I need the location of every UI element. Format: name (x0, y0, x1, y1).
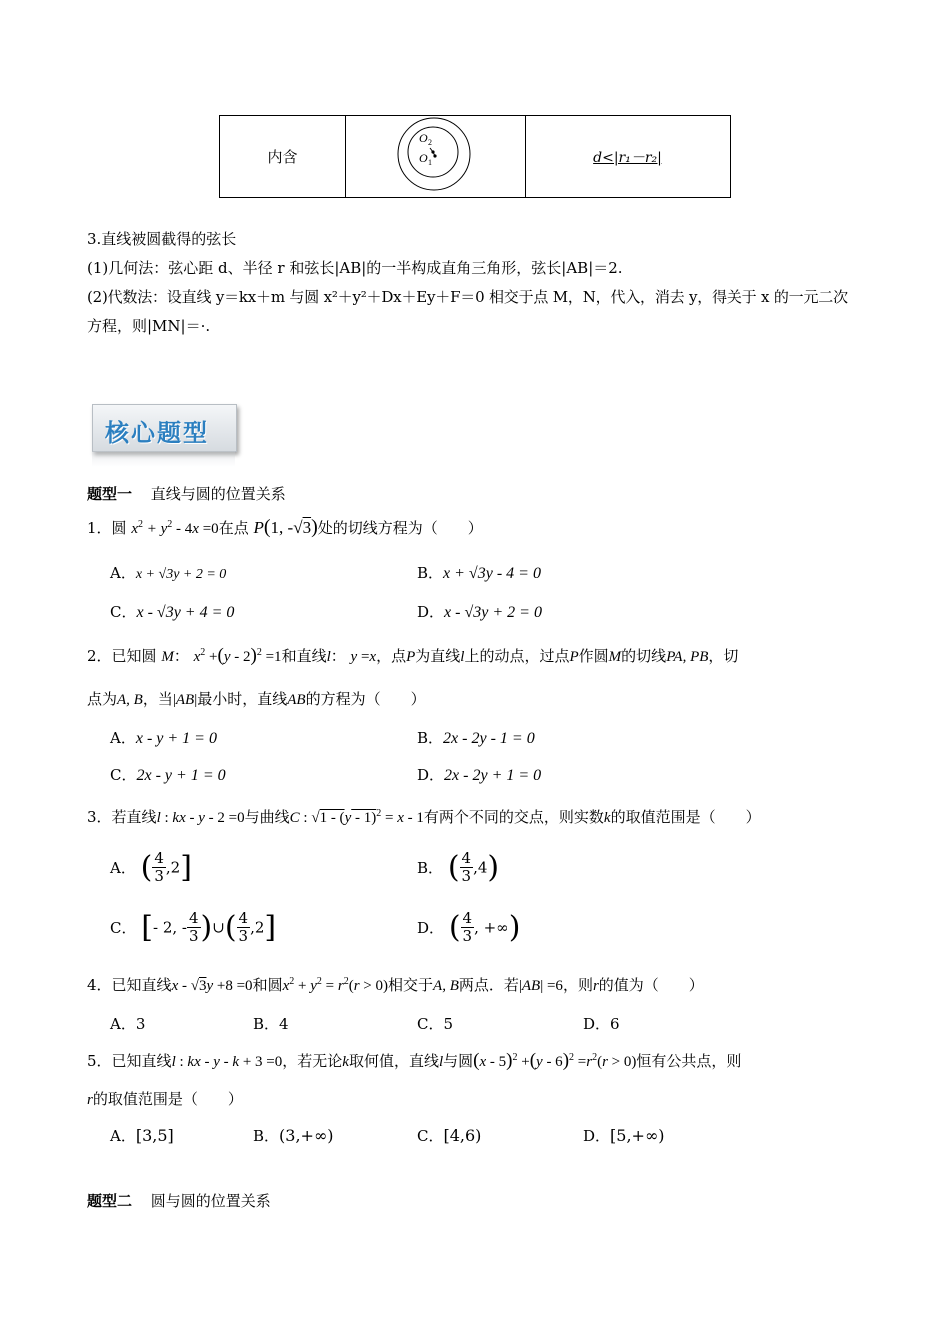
q5-d-text: [5,+∞) (610, 1126, 665, 1145)
q4-option-c[interactable]: C．5 (417, 1015, 454, 1033)
q3-number: 3． (87, 808, 112, 826)
q2-papb: PA, PB (666, 649, 709, 665)
q5-a-text: [3,5] (135, 1126, 174, 1145)
q5-k: k (342, 1054, 349, 1070)
q1-option-a[interactable] (110, 562, 226, 583)
q5-stem (87, 1050, 741, 1072)
q3-text-c: 有两个不同的交点，则实数 (423, 808, 604, 826)
q1-option-c[interactable] (110, 601, 234, 622)
o2-sub: 2 (428, 138, 432, 147)
section1-title: 直线与圆的位置关系 (150, 485, 286, 503)
section2-label: 题型二 (87, 1192, 133, 1210)
banner-reflection (92, 451, 235, 467)
q2-text-h: ，切 (708, 647, 739, 665)
q2-ab2: AB (287, 692, 306, 708)
concentric-circles-figure (345, 116, 525, 199)
q4-text-e: ，则 (562, 976, 593, 994)
q5-option-a[interactable] (110, 1125, 174, 1146)
q2-text-e: 上的动点，过点 (464, 647, 570, 665)
section1-label: 题型一 (87, 485, 133, 503)
q4-ab: A, B (433, 978, 459, 994)
q4-text-d: 两点．若 (458, 976, 519, 994)
q5-line-eq: l : kx - y - k + 3 =0 (171, 1054, 283, 1070)
q2-abs-ab: |AB| (172, 692, 198, 708)
q4-text-f: 的值为（ ） (598, 976, 704, 994)
q3-text-a: 若直线 (111, 808, 157, 826)
q5-number: 5． (87, 1052, 112, 1070)
q1-d-text: x - √3y + 2 = 0 (444, 604, 542, 621)
q3-a-label: A． (110, 859, 136, 877)
q1-a-text: x + √3y + 2 = 0 (135, 567, 227, 582)
q4-text-c: 相交于 (388, 976, 434, 994)
q5-text-f: 的取值范围是（ ） (92, 1090, 243, 1108)
q2-line1: 2．已知圆 M： $x^2 +(y - 2)^2 =1$和直线l： y =x，点P为直线l上的动点，过点P作圆M的切线PA, PB，切 (87, 645, 739, 666)
q2-b-label: B． (417, 729, 444, 747)
q1-c-label: C． (110, 603, 137, 621)
q4-abs: |AB| =6 (518, 978, 563, 994)
q4-number: 4． (87, 976, 112, 994)
q4-text-b: 和圆 (252, 976, 283, 994)
q2-number: 2． (87, 647, 112, 665)
q2-c-label: C． (110, 766, 137, 784)
section2-heading (87, 1190, 271, 1211)
q5-text-d: 与圆 (443, 1052, 474, 1070)
table-row-label: 内含 (220, 116, 346, 197)
chord-title: 3.直线被圆截得的弦长 (87, 230, 237, 248)
condition-text: d<|r₁－r₂| (593, 149, 662, 166)
q5-text-c: 取何值，直线 (348, 1052, 439, 1070)
q1-stem-a: 圆 (111, 519, 127, 537)
q2-text-g: 的切线 (621, 647, 667, 665)
q3-k: k (603, 810, 611, 826)
q5-circle-eq: $(x - 5)^2 +(y - 6)^2 =r^2(r > 0)$ (473, 1050, 637, 1071)
q2-a-label: A． (110, 729, 136, 747)
q1-b-text: x + √3y - 4 = 0 (443, 565, 541, 582)
q3-option-a[interactable]: A． ( $\frac{4}{3}$ ,2] (110, 849, 192, 885)
q3-stem (87, 806, 761, 827)
q2-text-b: 和直线 (281, 647, 327, 665)
o2-label: O (419, 131, 428, 145)
q2-d-label: D． (417, 766, 445, 784)
q2-line-eq: y =x (350, 649, 377, 665)
q4-r: r (592, 978, 599, 994)
position-table (219, 115, 731, 198)
q4-circle-eq: $x^2 + y^2 = r^2(r > 0)$ (282, 976, 389, 994)
q1-stem-b: 在点 (218, 519, 249, 537)
q5-c-text: [4,6) (443, 1126, 482, 1145)
q2-l2: l (460, 649, 465, 665)
q5-option-b[interactable] (253, 1125, 334, 1146)
q5-l: l (438, 1054, 444, 1070)
q2-text-a: 已知圆 (111, 647, 157, 665)
q2-option-d[interactable] (417, 764, 541, 785)
q2-text-i: 点为 (87, 690, 118, 708)
q1-number: 1． (87, 519, 112, 537)
q2-line2 (87, 688, 426, 709)
q3-option-d[interactable]: D． ( $\frac{4}{3}$ , +∞) (417, 909, 521, 945)
o1-sub: 1 (428, 158, 432, 167)
q5-b-text: (3,+∞) (279, 1126, 334, 1145)
q5-a-label: A． (110, 1127, 136, 1145)
q2-c-text: 2x - y + 1 = 0 (136, 767, 226, 784)
q2-circle-eq: $x^2 +(y - 2)^2 =1$ (193, 645, 282, 666)
q5-r: r (87, 1092, 93, 1108)
q3-option-c[interactable]: C． [- 2, - $\frac{4}{3}$ )∪( $\frac{4}{3}$ ,2] (110, 909, 277, 945)
q1-stem (87, 516, 483, 539)
q2-l: l (326, 649, 331, 665)
q4-stem (87, 974, 704, 995)
q1-option-d[interactable] (417, 601, 542, 622)
q4-option-a[interactable]: A．3 (110, 1015, 146, 1033)
q5-text-a: 已知直线 (111, 1052, 172, 1070)
q5-line2 (87, 1088, 243, 1109)
q1-a-label: A． (110, 564, 136, 582)
q2-text-k: 最小时，直线 (197, 690, 288, 708)
chord-item1: (1)几何法：弦心距 d、半径 r 和弦长|AB|的一半构成直角三角形，弦长|AB|＝2. (87, 259, 623, 277)
q2-text-d: 为直线 (415, 647, 461, 665)
q5-b-label: B． (253, 1127, 280, 1145)
q2-text-c: ，点 (376, 647, 407, 665)
section2-title: 圆与圆的位置关系 (150, 1192, 271, 1210)
q4-option-d[interactable]: D．6 (583, 1015, 620, 1033)
q3-d-label: D． (417, 919, 445, 937)
q3-c-label: C． (110, 919, 137, 937)
q3-text-d: 的取值范围是（ ） (610, 808, 761, 826)
chord-item2-line1: (2)代数法：设直线 y＝kx＋m 与圆 x²＋y²＋Dx＋Ey＋F＝0 相交于点 M，N，代入，消去 y，得关于 x 的一元二次 (87, 288, 848, 306)
q2-p2: P (569, 649, 579, 665)
q5-option-d[interactable] (583, 1125, 665, 1146)
section1-heading (87, 483, 286, 504)
q2-d-text: 2x - 2y + 1 = 0 (444, 767, 542, 784)
q1-c-text: x - √3y + 4 = 0 (136, 604, 235, 621)
q2-option-b[interactable] (417, 727, 535, 748)
q2-ab: A, B (117, 692, 143, 708)
q2-text-l: 的方程为（ ） (305, 690, 426, 708)
q3-curve-eq: C : √1 - (y - 1)$^2$ = x - 1 (289, 808, 424, 826)
q4-line-eq: x - √3y +8 =0 (171, 978, 253, 994)
q2-option-c[interactable] (110, 764, 226, 785)
q2-text-j: ，当 (142, 690, 173, 708)
table-condition-cell (525, 116, 730, 197)
q2-m2: M (608, 649, 622, 665)
chord-item2-line2: 方程，则|MN|＝·. (87, 317, 211, 335)
q2-p: P (406, 649, 416, 665)
q5-c-label: C． (417, 1127, 444, 1145)
banner-text: 核心题型 (105, 418, 209, 447)
q3-option-b[interactable]: B． ( $\frac{4}{3}$ ,4) (417, 849, 500, 885)
q3-b-label: B． (417, 859, 444, 877)
q2-text-f: 作圆 (578, 647, 609, 665)
q1-circle-eq: $x^2 + y^2 - 4x =0$ (131, 519, 219, 537)
q4-option-b[interactable]: B．4 (253, 1015, 289, 1033)
o1-label: O (419, 151, 428, 165)
q1-d-label: D． (417, 603, 445, 621)
q5-text-e: 恒有公共点，则 (636, 1052, 742, 1070)
q5-d-label: D． (583, 1127, 611, 1145)
q2-a-text: x - y + 1 = 0 (135, 730, 217, 747)
table-figure-cell (345, 116, 526, 197)
q1-point: P(1, -√3) (253, 516, 318, 538)
q2-b-text: 2x - 2y - 1 = 0 (443, 730, 535, 747)
core-question-banner (92, 404, 237, 452)
q1-option-b[interactable] (417, 562, 541, 583)
q2-option-a[interactable] (110, 727, 217, 748)
q3-text-b: 与曲线 (244, 808, 290, 826)
q5-text-b: ，若无论 (282, 1052, 343, 1070)
q1-stem-c: 处的切线方程为（ ） (317, 519, 483, 537)
q4-text-a: 已知直线 (111, 976, 172, 994)
q2-m: M (161, 649, 174, 665)
q5-option-c[interactable] (417, 1125, 481, 1146)
q3-line-eq: l : kx - y - 2 =0 (156, 810, 245, 826)
q1-b-label: B． (417, 564, 444, 582)
